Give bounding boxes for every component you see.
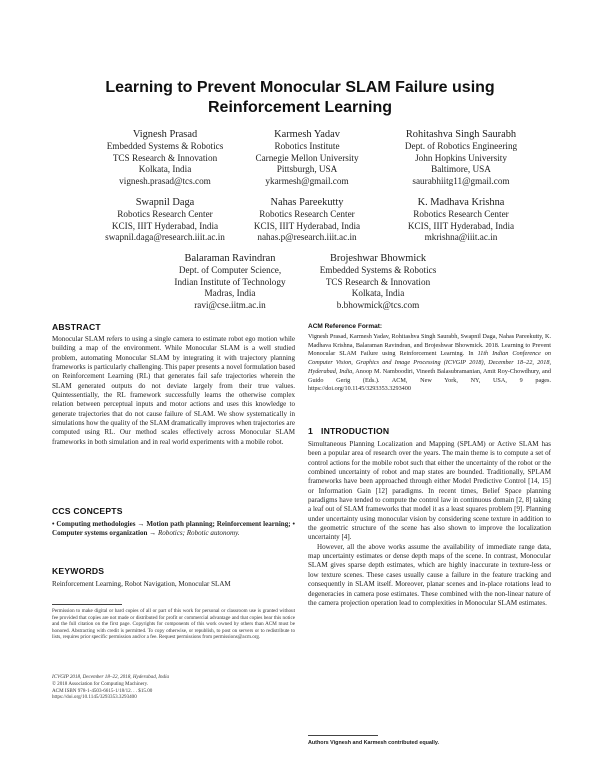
author-email[interactable]: swapnil.daga@research.iiit.ac.in <box>105 232 225 243</box>
title-line-2: Reinforcement Learning <box>207 99 393 116</box>
acm-ref-venue: 11th Indian Conference on Computer Vision, Graphics and Image Processing (ICVGIP 2018), December 18–22, 2018, Hyderabad, India <box>308 350 551 375</box>
intro-heading <box>308 426 389 436</box>
author-footnote: Authors Vignesh and Karmesh contributed equally. <box>308 740 439 746</box>
permission-notice: Permission to make digital or hard copies of all or part of this work for personal or classroom use is granted without fee provided that copies are not made or distributed for profit or commercial advantage and that copies bear this notice and the full citation on the first page. Copyrights for components of this work owned by others than ACM must be honored. Abstracting with credit is permitted. To copy otherwise, or republish, to post on servers or to redistribute to lists, requires prior specific permission and/or a fee. Request permissions from permissions@acm.org. <box>52 608 295 641</box>
section-number: 1 <box>308 426 313 436</box>
author-affiliation: Robotics Research Center <box>117 209 213 219</box>
copyright-block <box>52 681 295 701</box>
author-email[interactable]: saurabhiitg11@gmail.com <box>412 175 510 186</box>
author-affiliation: TCS Research & Innovation <box>325 276 431 287</box>
author-email[interactable]: mkrishna@iiit.ac.in <box>424 232 498 243</box>
author-location: Pittsburgh, USA <box>276 164 338 175</box>
author-location: Baltimore, USA <box>431 164 491 175</box>
footnote-rule <box>308 735 378 736</box>
author-affiliation: Embedded Systems & Robotics <box>319 265 437 275</box>
title-line-1: Learning to Prevent Monocular SLAM Failure using <box>105 79 495 96</box>
abstract-heading: ABSTRACT <box>52 322 101 332</box>
author-email[interactable]: ykarmesh@gmail.com <box>265 175 349 186</box>
acm-ref-text-after: , Anoop M. Namboodiri, Vineeth Balasubramanian, Amit Roy-Chowdhury, and Guido Gerig (Eds.). ACM, New York, NY, USA, 9 pages. https://doi.org/10.1145/3293353.3293400 <box>308 367 551 393</box>
author-affiliation: TCS Research & Innovation <box>112 152 218 163</box>
author-affiliation: KCIS, IIIT Hyderabad, India <box>111 220 219 231</box>
author-block <box>298 252 458 311</box>
author-name: Brojeshwar Bhowmick <box>329 253 427 264</box>
keywords-heading: KEYWORDS <box>52 566 105 576</box>
author-name: Vignesh Prasad <box>132 129 198 140</box>
author-block <box>232 128 382 187</box>
author-affiliation: Robotics Institute <box>274 141 340 151</box>
author-location: Kolkata, India <box>351 288 405 299</box>
author-name: Balaraman Ravindran <box>184 253 276 264</box>
intro-body <box>308 440 551 608</box>
paper-title <box>60 78 540 118</box>
intro-paragraph-2: However, all the above works assume the availability of immediate range data, map uncertainty estimates or dense depth maps of the scene. In contrast, Monocular SLAM gives sparse depth estimates, which are highly inaccurate in texture-less or low texture scenes. These cases usually cause a failure in the feature tracking and consequently in SLAM itself. Moreover, planar scenes and in-place rotations lead to degeneracies in camera pose estimates. These combined with the non-linear nature of the camera projection operation lead to complexities in Monocular SLAM estimates. <box>308 542 551 607</box>
author-block <box>376 196 546 244</box>
ccs-heading: CCS CONCEPTS <box>52 506 123 516</box>
author-email[interactable]: ravi@cse.iitm.ac.in <box>194 299 266 310</box>
author-block <box>232 196 382 244</box>
author-affiliation: Carnegie Mellon University <box>255 152 359 163</box>
acm-ref-heading: ACM Reference Format: <box>308 323 383 330</box>
author-name: Karmesh Yadav <box>274 129 340 140</box>
author-affiliation: Robotics Research Center <box>413 209 509 219</box>
abstract-text: Monocular SLAM refers to using a single camera to estimate robot ego motion while building a map of the environment. While Monocular SLAM is a well studied problem, automating Monocular SLAM by integrating it with trajectory planning frameworks is particularly challenging. This paper presents a novel formulation based on Reinforcement Learning (RL) that generates fail safe trajectories wherein the SLAM generated outputs do not deviate largely from their true values. Quintessentially, the RL framework successfully learns the otherwise complex relation between perceptual inputs and motor actions and uses this knowledge to generate trajectories that do not cause failure of SLAM. We show systematically in simulations how the quality of the SLAM dramatically improves when trajectories are computed using RL. Our method scales effectively across Monocular SLAM frameworks in both simulation and in real world experiments with a mobile robot. <box>52 335 295 446</box>
author-location: Kolkata, India <box>138 164 192 175</box>
author-name: Nahas Pareekutty <box>270 197 344 208</box>
author-block <box>90 128 240 187</box>
isbn-line: ACM ISBN 978-1-4503-6615-1/18/12. . . $15.00 <box>52 687 153 694</box>
author-affiliation: Robotics Research Center <box>259 209 355 219</box>
author-location: Madras, India <box>204 288 256 299</box>
doi-link[interactable]: https://doi.org/10.1145/3293353.3293400 <box>52 694 137 701</box>
section-title: INTRODUCTION <box>320 426 390 436</box>
author-affiliation: KCIS, IIIT Hyderabad, India <box>407 220 515 231</box>
author-email[interactable]: vignesh.prasad@tcs.com <box>119 175 211 186</box>
author-affiliation: Dept. of Computer Science, <box>178 265 282 275</box>
footnote-rule <box>52 604 122 605</box>
intro-paragraph-1: Simultaneous Planning Localization and Mapping (SPLAM) or Active SLAM has been a popular area of research over the years. The main theme is to compute a set of control actions for the mobile robot such that either the uncertainty of the robot or the combined uncertainty of robot and map states are bounded. Traditionally, SPLAM frameworks have been approached through either Model Predictive Control [14, 15] or Information Gain [12] paradigms. In recent times, Belief Space planning paradigms have tended to compute the control law in continuous domain [2, 8] taking a leaf out of SLAM frameworks that model it as a least squares problem [9]. Planning under uncertainty using monocular vision by considering scene texture in addition to the geometric structure of the scene has also shown to improve the localization uncertainty [4]. <box>308 440 551 542</box>
author-name: Swapnil Daga <box>135 197 195 208</box>
ccs-part2-italic: Robotics; Robotic autonomy. <box>157 529 240 538</box>
author-block <box>366 128 556 187</box>
author-affiliation: John Hopkins University <box>415 152 507 163</box>
author-affiliation: Indian Institute of Technology <box>174 276 286 287</box>
author-email[interactable]: b.bhowmick@tcs.com <box>336 299 420 310</box>
conference-line: ICVGIP 2018, December 18–22, 2018, Hyderabad, India <box>52 674 170 680</box>
acm-ref-text <box>308 333 551 394</box>
author-affiliation: Dept. of Robotics Engineering <box>404 141 518 151</box>
author-affiliation: Embedded Systems & Robotics <box>106 141 224 151</box>
acm-ref-text-before: Vignesh Prasad, Karmesh Yadav, Rohitashva Singh Saurabh, Swapnil Daga, Nahas Pareekutty, K. Madhava Krishna, Balaraman Ravindran, and Brojeshwar Bhowmick. 2018. Learning to Prevent Monocular SLAM Failure using Reinforcement Learning. In <box>308 333 551 358</box>
author-affiliation: KCIS, IIIT Hyderabad, India <box>253 220 361 231</box>
copyright-line: © 2018 Association for Computing Machinery. <box>52 681 149 687</box>
keywords-text: Reinforcement Learning, Robot Navigation, Monocular SLAM <box>52 580 231 588</box>
author-name: Rohitashva Singh Saurabh <box>405 129 517 140</box>
ccs-text <box>52 520 295 539</box>
ccs-part2: • Computer systems organization → <box>52 520 295 538</box>
author-email[interactable]: nahas.p@research.iiit.ac.in <box>257 232 357 243</box>
author-block <box>150 252 310 311</box>
ccs-part1: • Computing methodologies → Motion path planning; Reinforcement learning; <box>52 520 291 528</box>
author-name: K. Madhava Krishna <box>417 197 505 208</box>
